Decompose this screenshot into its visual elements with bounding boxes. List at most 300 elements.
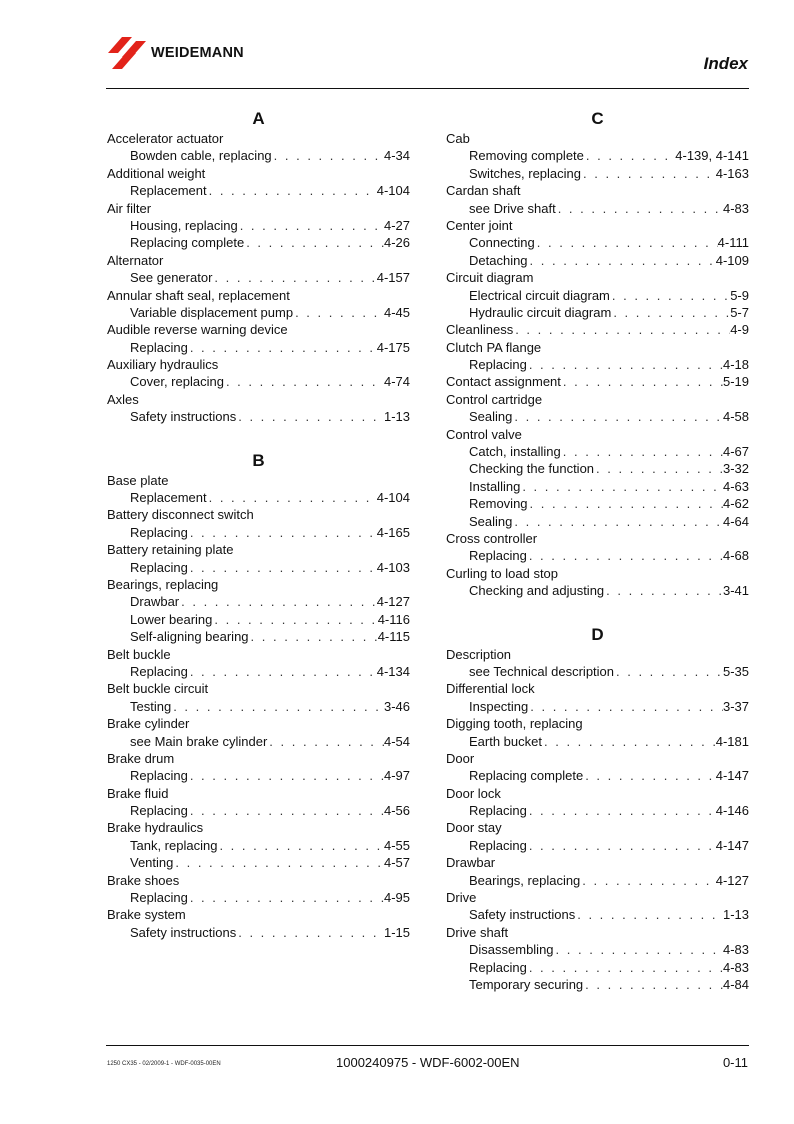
page-reference: 4-56 (383, 803, 410, 819)
footer-doc-number: 1000240975 - WDF-6002-00EN (336, 1055, 520, 1070)
index-entry (107, 715, 410, 732)
dot-leader (581, 165, 716, 182)
index-subentry (107, 698, 410, 715)
index-subentry (107, 854, 410, 871)
subentry-text: Replacing complete (469, 768, 584, 784)
dot-leader (610, 287, 730, 304)
index-subentry (446, 356, 749, 373)
footer-divider (106, 1045, 749, 1046)
index-subentry (446, 443, 749, 460)
entry-heading: Circuit diagram (446, 270, 534, 286)
index-entry (107, 506, 410, 523)
index-entry (107, 872, 410, 889)
index-subentry (446, 304, 749, 321)
entry-heading: Cross controller (446, 530, 538, 546)
dot-leader (527, 547, 723, 564)
index-entry (446, 889, 749, 906)
page-reference: 4-146 (715, 803, 749, 819)
dot-leader (528, 252, 716, 269)
entry-heading: Belt buckle (107, 646, 171, 662)
dot-leader (173, 854, 384, 871)
dot-leader (583, 976, 723, 993)
page-reference: 4-84 (722, 976, 749, 992)
index-subentry (107, 489, 410, 506)
page-reference: 1-13 (383, 409, 410, 425)
subentry-text: Replacing complete (130, 235, 245, 251)
subentry-text: Disassembling (469, 942, 554, 958)
section-spacer (446, 600, 749, 622)
entry-heading: Axles (107, 391, 139, 407)
index-entry (446, 130, 749, 147)
index-subentry (446, 941, 749, 958)
dot-leader (512, 408, 723, 425)
index-entry (107, 680, 410, 697)
entry-heading: Drive shaft (446, 924, 509, 940)
index-subentry (107, 217, 410, 234)
dot-leader (224, 373, 384, 390)
dot-leader (611, 304, 730, 321)
page-reference: 4-175 (376, 339, 410, 355)
page-reference: 4-139, 4-141 (675, 148, 749, 164)
page-title: Index (703, 54, 748, 73)
subentry-text: Bearings, replacing (469, 872, 581, 888)
index-subentry (446, 478, 749, 495)
section-spacer (107, 426, 410, 448)
index-entry (107, 541, 410, 558)
index-subentry (107, 304, 410, 321)
dot-leader (236, 924, 384, 941)
subentry-text: Switches, replacing (469, 165, 581, 181)
subentry-text: Tank, replacing (130, 837, 218, 853)
index-subentry (446, 582, 749, 599)
index-subentry (107, 628, 410, 645)
entry-heading: Brake drum (107, 750, 175, 766)
subentry-text: Replacement (130, 183, 207, 199)
page-reference: 4-83 (722, 942, 749, 958)
section-letter: A (252, 109, 265, 128)
dot-leader (561, 443, 723, 460)
page-reference: 5-9 (730, 287, 749, 303)
dot-leader (583, 767, 716, 784)
entry-heading: Description (446, 646, 512, 662)
dot-leader (527, 959, 723, 976)
entry-heading: Drive (446, 890, 477, 906)
dot-leader (554, 941, 723, 958)
page-reference: 4-127 (376, 594, 410, 610)
index-entry (446, 750, 749, 767)
index-column-right (446, 106, 749, 993)
page-reference: 4-157 (376, 270, 410, 286)
subentry-text: Replacing (130, 524, 188, 540)
index-entry (107, 391, 410, 408)
index-entry (107, 165, 410, 182)
page-reference: 4-26 (383, 235, 410, 251)
index-subentry (107, 837, 410, 854)
index-subentry (107, 924, 410, 941)
index-entry (446, 321, 749, 338)
entry-heading: Cab (446, 131, 470, 146)
index-entry (446, 924, 749, 941)
index-entry (446, 217, 749, 234)
entry-heading: Auxiliary hydraulics (107, 357, 219, 373)
page-reference: 4-18 (722, 357, 749, 373)
dot-leader (188, 524, 377, 541)
entry-heading: Differential lock (446, 681, 535, 697)
dot-leader (527, 802, 716, 819)
header-divider (106, 88, 749, 89)
index-subentry (107, 408, 410, 425)
page-header (0, 0, 794, 92)
entry-heading: Alternator (107, 252, 164, 268)
index-subentry (446, 287, 749, 304)
subentry-text: See generator (130, 270, 213, 286)
entry-heading: Door (446, 750, 475, 766)
entry-heading: Battery retaining plate (107, 542, 234, 558)
subentry-text: Removing (469, 496, 528, 512)
dot-leader (513, 321, 730, 338)
page-reference: 4-95 (383, 890, 410, 906)
page-reference: 4-111 (717, 235, 749, 251)
index-entry (446, 339, 749, 356)
index-subentry (446, 408, 749, 425)
dot-leader (528, 698, 723, 715)
page-reference: 4-147 (715, 837, 749, 853)
index-subentry (107, 339, 410, 356)
index-subentry (446, 802, 749, 819)
dot-leader (188, 339, 377, 356)
index-entry (107, 819, 410, 836)
page-reference: 5-19 (722, 374, 749, 390)
entry-heading: Control cartridge (446, 391, 543, 407)
dot-leader (614, 663, 723, 680)
index-entry (107, 906, 410, 923)
entry-heading: Cardan shaft (446, 183, 521, 199)
subentry-text: Testing (130, 698, 172, 714)
subentry-text: Cover, replacing (130, 374, 224, 390)
dot-leader (542, 733, 716, 750)
dot-leader (594, 460, 723, 477)
index-subentry (107, 593, 410, 610)
index-subentry (446, 513, 749, 530)
page-reference: 4-54 (383, 733, 410, 749)
index-entry (107, 472, 410, 489)
dot-leader (236, 408, 384, 425)
page-reference: 4-62 (722, 496, 749, 512)
page-reference: 5-7 (730, 304, 749, 320)
subentry-text: Replacement (130, 490, 207, 506)
dot-leader (580, 872, 715, 889)
index-entry (446, 715, 749, 732)
dot-leader (556, 200, 723, 217)
subentry-text: Variable displacement pump (130, 304, 294, 320)
index-subentry (446, 906, 749, 923)
dot-leader (207, 182, 377, 199)
index-entry (107, 252, 410, 269)
index-subentry (107, 147, 410, 164)
subentry-text: Venting (130, 855, 174, 871)
index-subentry (446, 495, 749, 512)
subentry-text: Replacing (130, 768, 188, 784)
page-reference: 4-27 (383, 217, 410, 233)
subentry-text: Installing (469, 478, 521, 494)
index-entry (107, 356, 410, 373)
subentry-text: Safety instructions (469, 907, 576, 923)
entry-heading: Brake fluid (107, 785, 169, 801)
subentry-text: Connecting (469, 235, 535, 251)
page-reference: 3-32 (722, 461, 749, 477)
page-reference: 4-68 (722, 548, 749, 564)
index-subentry (107, 733, 410, 750)
dot-leader (212, 269, 376, 286)
index-subentry (446, 147, 749, 164)
index-subentry (446, 872, 749, 889)
subentry-text: Hydraulic circuit diagram (469, 304, 612, 320)
index-subentry (107, 559, 410, 576)
entry-heading: Brake shoes (107, 872, 180, 888)
index-entry (107, 130, 410, 147)
dot-leader (272, 147, 384, 164)
dot-leader (561, 373, 723, 390)
dot-leader (171, 698, 384, 715)
index-entry (107, 321, 410, 338)
dot-leader (179, 593, 377, 610)
page-reference: 1-13 (722, 907, 749, 923)
logo-stripes-icon (108, 37, 148, 71)
subentry-text: Checking and adjusting (469, 583, 605, 599)
index-subentry (446, 200, 749, 217)
index-subentry (107, 269, 410, 286)
subentry-text: Checking the function (469, 461, 595, 477)
subentry-text: Drawbar (130, 594, 180, 610)
page-reference: 4-103 (376, 559, 410, 575)
page-reference: 4-181 (715, 733, 749, 749)
index-entry (446, 646, 749, 663)
subentry-text: Replacing (469, 803, 527, 819)
dot-leader (528, 495, 723, 512)
section-letter: B (252, 450, 265, 470)
page-reference: 4-134 (376, 663, 410, 679)
dot-leader (249, 628, 378, 645)
subentry-text: Bowden cable, replacing (130, 148, 272, 164)
dot-leader (188, 663, 377, 680)
subentry-text: see Drive shaft (469, 200, 556, 216)
subentry-text: Earth bucket (469, 733, 542, 749)
entry-heading: Base plate (107, 472, 169, 488)
page-reference: 4-127 (715, 872, 749, 888)
entry-heading: Drawbar (446, 855, 496, 871)
page-reference: 4-63 (722, 478, 749, 494)
subentry-text: Sealing (469, 513, 513, 529)
index-subentry (446, 767, 749, 784)
index-entry (446, 854, 749, 871)
dot-leader (604, 582, 723, 599)
dot-leader (293, 304, 384, 321)
index-subentry (446, 252, 749, 269)
page-reference: 3-41 (722, 583, 749, 599)
index-subentry (446, 959, 749, 976)
entry-heading: Belt buckle circuit (107, 681, 209, 697)
dot-leader (188, 559, 377, 576)
page-reference: 4-163 (715, 165, 749, 181)
index-subentry (446, 663, 749, 680)
dot-leader (244, 234, 384, 251)
index-subentry (107, 889, 410, 906)
index-entry (107, 646, 410, 663)
page-reference: 5-35 (722, 663, 749, 679)
dot-leader (267, 733, 384, 750)
page-reference: 4-67 (722, 444, 749, 460)
index-entry (446, 391, 749, 408)
index-entry (107, 287, 410, 304)
dot-leader (527, 837, 716, 854)
index-entry (107, 200, 410, 217)
entry-heading: Curling to load stop (446, 565, 559, 581)
index-entry (446, 182, 749, 199)
entry-heading: Digging tooth, replacing (446, 716, 583, 732)
entry-heading: Brake hydraulics (107, 820, 204, 836)
entry-heading: Door stay (446, 820, 502, 836)
index-subentry (107, 611, 410, 628)
index-subentry (107, 767, 410, 784)
index-subentry (107, 524, 410, 541)
page-reference: 4-104 (376, 490, 410, 506)
page-reference: 4-55 (383, 837, 410, 853)
subentry-text: Lower bearing (130, 611, 213, 627)
subentry-text: Replacing (469, 959, 527, 975)
dot-leader (575, 906, 723, 923)
weidemann-logo (108, 37, 258, 71)
subentry-text: Inspecting (469, 698, 529, 714)
subentry-text: Replacing (130, 890, 188, 906)
index-subentry (107, 663, 410, 680)
page-number: 0-11 (722, 1055, 748, 1070)
page-reference: 4-74 (383, 374, 410, 390)
footer-doc-code: 1250 CX35 - 02/2009-1 - WDF-0035-00EN (107, 1061, 221, 1067)
subentry-text: Replacing (469, 357, 527, 373)
page-reference: 4-165 (376, 524, 410, 540)
page-reference: 4-115 (377, 629, 410, 645)
index-subentry (107, 182, 410, 199)
dot-leader (212, 611, 377, 628)
entry-heading: Brake system (107, 907, 186, 923)
page-reference: 4-58 (722, 409, 749, 425)
dot-leader (217, 837, 384, 854)
page-reference: 4-116 (377, 611, 410, 627)
dot-leader (188, 767, 384, 784)
page-reference: 4-83 (722, 200, 749, 216)
page-reference: 4-83 (722, 959, 749, 975)
dot-leader (520, 478, 723, 495)
entry-heading: Accelerator actuator (107, 131, 224, 146)
index-subentry (446, 976, 749, 993)
dot-leader (188, 802, 384, 819)
subentry-text: Removing complete (469, 148, 584, 164)
subentry-text: Temporary securing (469, 976, 584, 992)
index-subentry (446, 460, 749, 477)
index-column-left (107, 106, 410, 941)
page-reference: 4-57 (383, 855, 410, 871)
index-entry (446, 530, 749, 547)
subentry-text: Replacing (469, 837, 527, 853)
index-entry (446, 269, 749, 286)
page-reference: 4-9 (730, 322, 749, 338)
index-subentry (446, 837, 749, 854)
subentry-text: Replacing (130, 663, 188, 679)
entry-heading: Center joint (446, 217, 513, 233)
entry-heading: Control valve (446, 426, 522, 442)
index-subentry (446, 698, 749, 715)
subentry-text: Catch, installing (469, 444, 561, 460)
entry-heading: Contact assignment (446, 374, 561, 390)
section-letter: D (591, 624, 604, 644)
index-entry (446, 426, 749, 443)
index-entry (446, 373, 749, 390)
dot-leader (238, 217, 384, 234)
page-reference: 1-15 (383, 924, 410, 940)
index-entry (107, 576, 410, 593)
page-reference: 4-109 (715, 252, 749, 268)
entry-heading: Audible reverse warning device (107, 322, 288, 338)
subentry-text: see Technical description (469, 663, 615, 679)
index-entry (446, 565, 749, 582)
subentry-text: Replacing (130, 803, 188, 819)
index-entry (107, 750, 410, 767)
section-letter: C (591, 109, 604, 128)
subentry-text: Safety instructions (130, 409, 237, 425)
index-subentry (446, 733, 749, 750)
entry-heading: Brake cylinder (107, 716, 190, 732)
brand-name: WEIDEMANN (151, 45, 244, 61)
page-reference: 4-34 (383, 148, 410, 164)
subentry-text: see Main brake cylinder (130, 733, 268, 749)
subentry-text: Sealing (469, 409, 513, 425)
entry-heading: Annular shaft seal, replacement (107, 287, 290, 303)
entry-heading: Clutch PA flange (446, 339, 542, 355)
page-reference: 4-147 (715, 768, 749, 784)
subentry-text: Replacing (130, 339, 188, 355)
subentry-text: Electrical circuit diagram (469, 287, 610, 303)
index-subentry (107, 373, 410, 390)
index-subentry (446, 234, 749, 251)
dot-leader (512, 513, 723, 530)
page-reference: 4-97 (383, 768, 410, 784)
index-entry (107, 785, 410, 802)
index-subentry (107, 802, 410, 819)
entry-heading: Additional weight (107, 165, 206, 181)
entry-heading: Cleanliness (446, 322, 514, 338)
entry-heading: Battery disconnect switch (107, 507, 254, 523)
index-subentry (446, 165, 749, 182)
dot-leader (584, 147, 675, 164)
index-subentry (107, 234, 410, 251)
subentry-text: Replacing (469, 548, 527, 564)
dot-leader (188, 889, 384, 906)
page-reference: 3-46 (383, 698, 410, 714)
page-reference: 4-45 (383, 304, 410, 320)
subentry-text: Detaching (469, 252, 528, 268)
entry-heading: Air filter (107, 200, 152, 216)
subentry-text: Self-aligning bearing (130, 629, 249, 645)
dot-leader (527, 356, 723, 373)
index-entry (446, 680, 749, 697)
page-reference: 4-104 (376, 183, 410, 199)
dot-leader (207, 489, 377, 506)
subentry-text: Safety instructions (130, 924, 237, 940)
page-reference: 4-64 (722, 513, 749, 529)
entry-heading: Bearings, replacing (107, 576, 219, 592)
index-entry (446, 785, 749, 802)
entry-heading: Door lock (446, 785, 501, 801)
